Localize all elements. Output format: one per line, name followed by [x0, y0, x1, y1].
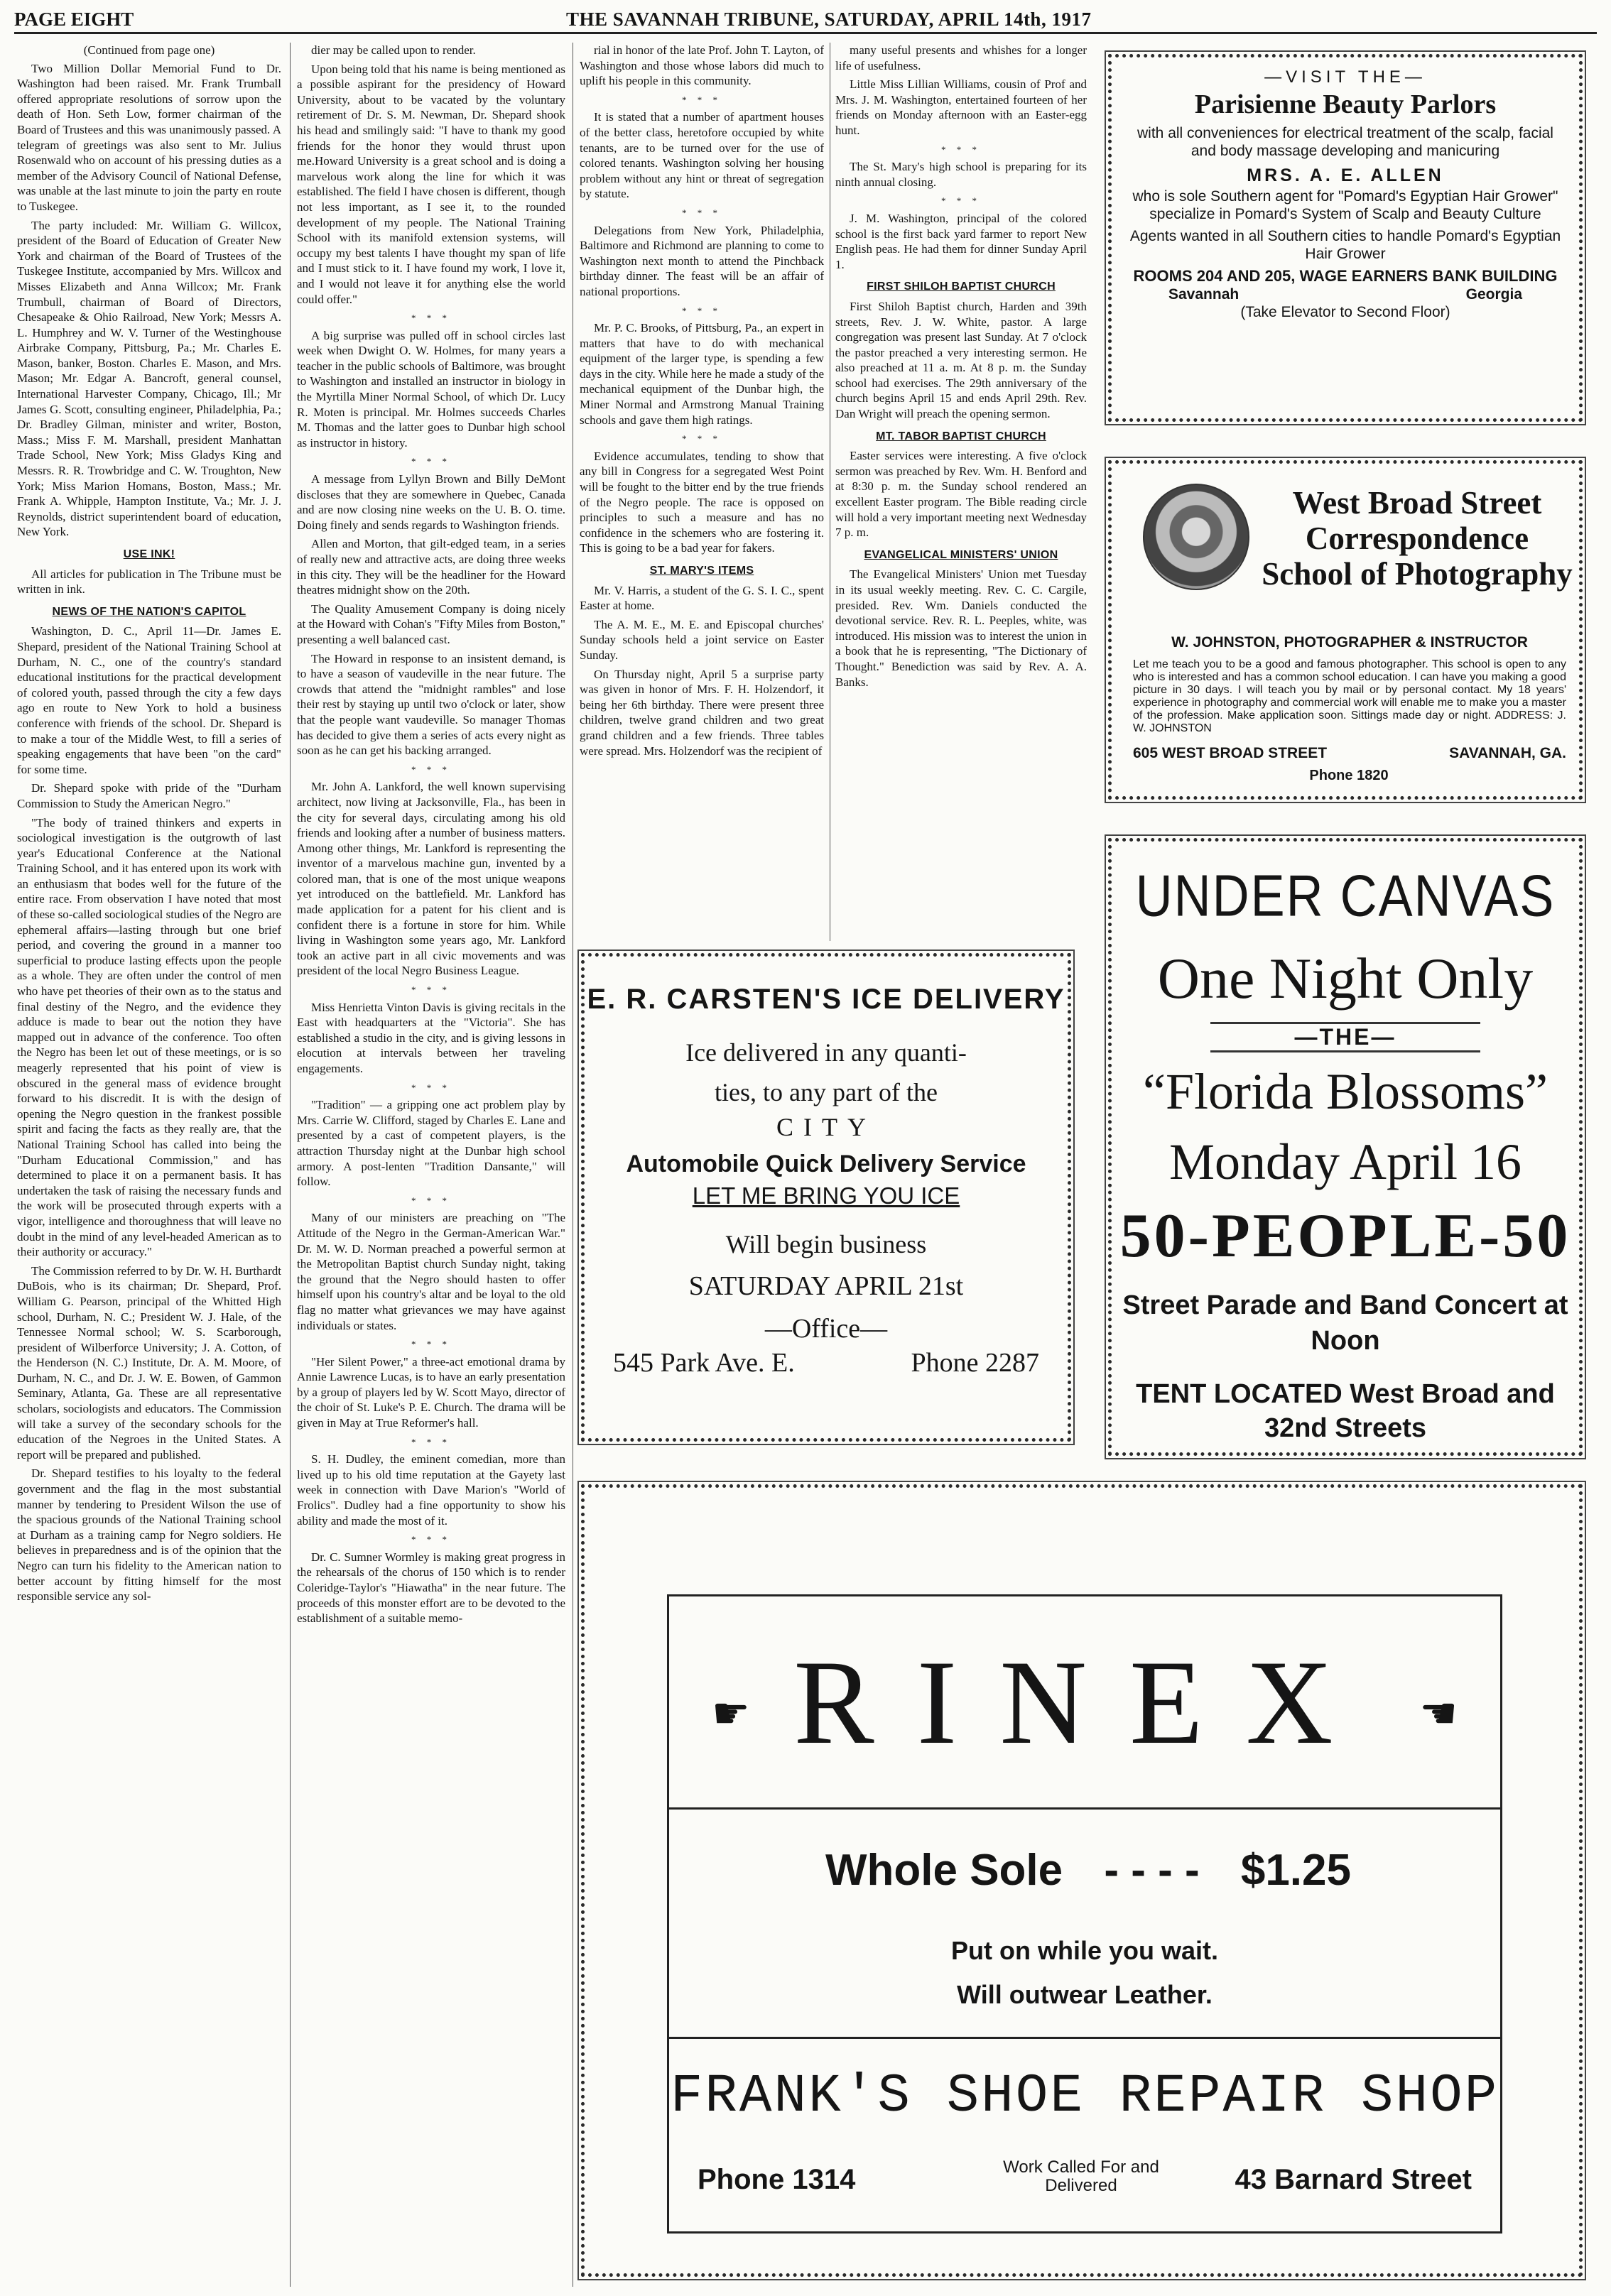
ad-date: Monday April 16: [1169, 1133, 1522, 1190]
ad-title: Parisienne Beauty Parlors: [1194, 89, 1497, 119]
separator: * * *: [411, 1082, 451, 1093]
article-text: Little Miss Lillian Williams, cousin of Prof and Mrs. J. M. Washington, entertained fourteen of her friends on Monday afternoon with an Easter-egg hunt.: [835, 77, 1087, 137]
article-text: A big surprise was pulled off in school circles last week when Dwight O. W. Holmes, for many years a teacher in the public schools of Baltimore, was brought to Washington and installed an instructor in biology in the Myrtilla Miner Normal School, of which Dr. Lucy R. Moten is principal. Mr. Holmes succeeds Charles M. Thomas and the latter goes to Dunbar high school as instructor in history.: [297, 328, 565, 450]
rinex-put-on: Put on while you wait.: [950, 1936, 1218, 1965]
article-text: Mr. P. C. Brooks, of Pittsburg, Pa., an expert in matters that have to do with mechanical equipment of the larger type, is spending a few days in the city. While here he made a study of the mechanical equipment of the Dunbar high, the Miner Normal and Armstrong Manual Training schools and gave them high ratings.: [580, 321, 824, 427]
article-text: Washington, D. C., April 11—Dr. James E. Shepard, president of the National Training School at Durham, N. C., one of the country's standard educational institutions for the practical development of colored youth, passed through the city a few days ago en route to New York to hold a business conference with friends of the school. Dr. Shepard is to make a tour of the Middle West, to fill a series of speaking engagements that have been "on the card" for some time.: [17, 624, 281, 776]
article-text: rial in honor of the late Prof. John T. Layton, of Washington and those whose labors did much to uplift his people in this community.: [580, 43, 824, 88]
page-number: PAGE EIGHT: [14, 9, 134, 30]
ad-subtitle: W. JOHNSTON, PHOTOGRAPHER & INSTRUCTOR: [1171, 634, 1528, 651]
article-text: The party included: Mr. William G. Willcox, president of the Board of Education of Greater New York and chairman of the Board of Trustees of the Tuskegee Institute, accompanied by Mrs. Willcox and Misses Elizabeth and Anna Willcox; Mr. Frank Trumbull, chairman of Board of Directors, Chesapeake & Ohio Railroad, New York; Messrs A. L. Humphrey and W. V. Turner of the Westinghouse Airbrake Company, Pittsburg, Pa.; Mr. Charles E. Mason, banker, Boston. Charles E. Mason, and Mrs. Mason; Mr. Edgar A. Bancroft, general counsel, International Harvester Company, Chicago, Ill.; Mr James G. Scott, consulting engineer, Philadelphia, Pa.; Dr. Bradley Gilman, minister and writer, Boston, Mass.; Miss F. M. Marshall, president Manhattan Trade School, New York; Miss Gladys King and Messrs. R. R. Trowbridge and C. W. Troughton, New York; Miss Marion Homans, Boston, Mass.; Mr. Frank A. Whipple, Hampton Institute, Va.; Mr. J. J. Reynolds, district superintendent board of education, New York.: [17, 218, 281, 539]
ad-location: TENT LOCATED West Broad and 32nd Streets: [1136, 1379, 1555, 1443]
headline-st-marys: ST. MARY'S ITEMS: [649, 565, 754, 577]
column-rule: [290, 43, 291, 2287]
rinex-word: RINEX: [793, 1636, 1376, 1769]
article-text: The Howard in response to an insistent demand, is to have a season of vaudeville in the near future. The crowds that attend the "midnight rambles" and lose their rest by staying up until two o'clock or later, show that the people want vaudeville. So manager Thomas has decided to give them a series of acts every night as soon as he can get his backing arranged.: [297, 651, 565, 758]
separator: * * *: [411, 984, 451, 996]
separator: * * *: [682, 207, 722, 218]
article-text: Dr. Shepard testifies to his loyalty to the federal government and the flag in the most substantial manner by tendering to President Wilson the use of the spacious grounds of the National Training school at Durham as a training camp for Negro soldiers. He believes in preparedness and is of the opinion that the Negro can turn his fidelity to the American nation to better account by fitting himself for the most responsible service any sol-: [17, 1467, 281, 1604]
ad-date: SATURDAY APRIL 21st: [688, 1271, 964, 1301]
dot-leader: - - - -: [1104, 1846, 1200, 1895]
ad-city: SAVANNAH, GA.: [1449, 745, 1566, 761]
ad-rinex-frame: [667, 1594, 1502, 2234]
ad-note: (Take Elevator to Second Floor): [1240, 304, 1450, 320]
separator: * * *: [411, 1195, 451, 1206]
separator: * * *: [682, 305, 722, 316]
ad-state: Georgia: [1465, 286, 1522, 303]
separator: * * *: [682, 94, 722, 105]
ad-city-row: [1126, 285, 1565, 303]
article-text: J. M. Washington, principal of the colored school is the first back yard farmer to report New English peas. He had them for dinner Sunday April 1.: [835, 211, 1087, 271]
ad-service: Automobile Quick Delivery Service: [626, 1150, 1026, 1177]
ad-visit: —VISIT THE—: [1264, 67, 1426, 87]
article-text: dier may be called upon to render.: [311, 43, 476, 57]
article-text: First Shiloh Baptist church, Harden and 39th streets, Rev. J. W. White, pastor. A large congregation was present last Sunday. At 7 o'clock the pastor preached a very interesting sermon. He also preached at 11 a. m. At 8 p. m. the Sunday school had exercises. The 29th anniversary of the church begins April 15 and ends April 29th. Rev. Dan Wright will preach the opening sermon.: [835, 299, 1087, 421]
article-text: The Evangelical Ministers' Union met Tuesday in its usual weekly meeting. Rev. C. C. Cargile, presided. Rev. Wm. Daniels conducted the devotional service. Rev. R. L. Peeples, white, was introduced. His mission was to interest the union in a book that he is representing, "The Dictionary of Thought." Benediction was said by Rev. A. A. Banks.: [835, 567, 1087, 689]
column-2: [297, 43, 565, 2287]
ad-rooms: ROOMS 204 AND 205, WAGE EARNERS BANK BUILDING: [1133, 267, 1558, 285]
headline-mt-tabor: MT. TABOR BAPTIST CHURCH: [876, 430, 1046, 442]
separator: * * *: [411, 1339, 451, 1350]
ad-city: Savannah: [1168, 286, 1240, 303]
ad-ice-delivery: [581, 953, 1071, 1442]
article-text: "Tradition" — a gripping one act problem play by Mrs. Carrie W. Clifford, staged by Charles E. Lane and presented by a cast of competent players, is the attraction Thursday night at the Dunbar high school armory. A post-lenten "Tradition Dansante," will follow.: [297, 1098, 565, 1189]
ad-street: 605 WEST BROAD STREET: [1133, 745, 1328, 761]
article-text: The A. M. E., M. E. and Episcopal churches' Sunday schools held a joint service on Easter Sunday.: [580, 617, 824, 662]
masthead: [14, 6, 1597, 34]
separator: * * *: [411, 312, 451, 324]
ad-text: with all conveniences for electrical treatment of the scalp, facial and body massage developing and manicuring: [1137, 125, 1553, 159]
article-text: S. H. Dudley, the eminent comedian, more than lived up to his old time reputation at the Gayety last week in connection with Dave Marion's "World of Frolics". Dudley had a fine opportunity to show his ability and made the most of it.: [297, 1452, 565, 1528]
ad-address: 545 Park Ave. E.: [613, 1348, 795, 1378]
column-1: [17, 43, 281, 2287]
article-text: Allen and Morton, that gilt-edged team, in a series of really new and attractive acts, are doing three weeks in this city. They will be the headliner for the Howard theatres midnight show on the 20th.: [297, 537, 565, 597]
whole-sole-price: $1.25: [1240, 1846, 1351, 1895]
shop-work: Work Called For and Delivered: [1003, 2158, 1159, 2195]
article-text: many useful presents and whishes for a longer life of usefulness.: [835, 43, 1087, 72]
article-text: On Thursday night, April 5 a surprise party was given in honor of Mrs. F. H. Holzendorf, it being her 6th birthday. There were present three children, twelve grand children and two great grand children and a few friends. Three tables were spread. Mrs. Holzendorf was the recipient of: [580, 667, 824, 758]
article-text: Evidence accumulates, tending to show that any bill in Congress for a segregated West Point will be fought to the bitter end by the true friends of the Negro people. The race is opposed on principles to such a measure and has no confidence in the schemers who are fostering it. This is going to be a bad year for fakers.: [580, 449, 824, 555]
article-text: Dr. C. Sumner Wormley is making great progress in the rehearsals of the chorus of 150 which is to render Coleridge-Taylor's "Hiawatha" in the near future. The proceeds of this monster effort are to be devoted to the establishment of a suitable memo-: [297, 1550, 565, 1626]
article-text: The Commission referred to by Dr. W. H. Burthardt DuBois, who is its chairman; Dr. Shepard, Prof. William G. Pearson, principal of the Whitted High school, Durham, N. C.; President W. J. Hale, of the Tennessee Normal school; W. S. Scarborough, president of Wilberforce University; J. A. Cotton, of the Henderson (N. C.) Institute, Dr. A. M. Moore, of Durham, N. C., and Dr. J. W. E. Bowen, of Gammon Seminary, Atlanta, Ga. These are all representative scholars, sociologists and educators. The Commission will take a survey of the secondary schools for the education of the Negroes in the United States. A report will be prepared and published.: [17, 1263, 281, 1462]
article-text: Miss Henrietta Vinton Davis is giving recitals in the East with headquarters at the "Victoria". She has established a studio in the city, and is giving lessons in elocution at intervals between her traveling engagements.: [297, 1000, 565, 1075]
article-text: It is stated that a number of apartment houses of the better class, heretofore occupied by white tenants, are to be turned over for the use of colored tenants. Washington solving her housing problem without any hint or threat of segregation by statute.: [580, 110, 824, 201]
ad-text: who is sole Southern agent for "Pomard's Egyptian Hair Grower" specialize in Pomard's System of Scalp and Beauty Culture: [1132, 188, 1558, 222]
newspaper-name-date: THE SAVANNAH TRIBUNE, SATURDAY, APRIL 14th, 1917: [566, 9, 1092, 30]
article-text: Mr. John A. Lankford, the well known supervising architect, now living at Jacksonville, Fla., has been in the city for several days, circulating among his old friends and looking after a number of business matters. Among other things, Mr. Lankford is representing the inventor of a marvelous machine gun, invented by a colored man, that is one of the most unique weapons yet introduced on the battlefield. Mr. Lankford has made application for a patent for his client and is confident there is a fortune in store for him. While living in Washington some years ago, Mr. Lankford took an active part in all civic movements and was president of the local Negro Business League.: [297, 780, 565, 978]
pointing-hand-left-icon: ☚: [1419, 1690, 1458, 1737]
whole-sole-label: Whole Sole: [825, 1846, 1063, 1895]
whole-sole-row: [825, 1845, 1351, 1895]
separator: * * *: [682, 433, 722, 445]
ad-title: West Broad Street Correspondence School of Photography: [1262, 485, 1573, 592]
ad-people: 50-PEOPLE-50: [1119, 1202, 1571, 1271]
column-3: [580, 43, 824, 941]
shop-phone: Phone 1314: [698, 2164, 856, 2195]
shop-section: [669, 2037, 1500, 2236]
headline-nations-capitol: NEWS OF THE NATION'S CAPITOL: [52, 605, 246, 618]
separator: * * *: [411, 456, 451, 467]
headline-first-shiloh: FIRST SHILOH BAPTIST CHURCH: [867, 281, 1056, 293]
article-text: The Quality Amusement Company is doing nicely at the Howard with Cohan's "Fifty Miles from Boston," presenting a well balanced cast.: [297, 602, 565, 646]
ad-show-title: “Florida Blossoms”: [1143, 1063, 1548, 1120]
rinex-banner: [669, 1596, 1500, 1810]
separator: * * *: [941, 195, 981, 207]
ad-beauty-parlors: [1108, 54, 1583, 422]
continued-note: (Continued from page one): [83, 43, 215, 57]
ad-rinex-shoe-repair: [581, 1484, 1583, 2277]
headline-use-ink: USE INK!: [123, 548, 175, 560]
ad-photography-school: [1108, 460, 1583, 800]
separator: * * *: [411, 1436, 451, 1447]
article-text: Upon being told that his name is being mentioned as a possible aspirant for the presidency of Howard University, about to be vacated by the voluntary retirement of Dr. S. M. Newman, Dr. Shepard shook his head and smilingly said: "I have to thank my good friends for the honor they would thrust upon me.Howard University is a great school and is doing a marvelous work along the line for which it was established. The field I have chosen is different, though not less important, as I see it, to the rounded development of my people. The National Training School with its manifold extension systems, will occupy my best talents I have thought my span of life and I must stick to it. I have found my work, I love it, and I would not leave it for anything else the world could offer.": [297, 62, 565, 306]
ad-address-row: [585, 1344, 1068, 1378]
ad-address-row: [1133, 745, 1566, 762]
ad-under-canvas: [1108, 838, 1583, 1456]
article-text: A message from Lyllyn Brown and Billy DeMont discloses that they are somewhere in Quebec, Canada and are now closing nine weeks on the U. B. O. time. Doing finely and sends regards to Washington friends.: [297, 472, 565, 532]
article-text: All articles for publication in The Tribune must be written in ink.: [17, 567, 281, 597]
rinex-outwear: Will outwear Leather.: [957, 1980, 1213, 2009]
pointing-hand-right-icon: ☛: [712, 1690, 750, 1737]
ad-text: Agents wanted in all Southern cities to handle Pomard's Egyptian Hair Grower: [1129, 228, 1561, 262]
column-4: [835, 43, 1087, 941]
ad-text: Let me teach you to be a good and famous photographer. This school is open to any who is interested and has a common school education. I can have you making a good picture in 30 days. I will teach you by mail or by personal contact. My 18 years' experience in photography and commercial work will enable me to make you a master of the profession. Make application soon. Sittings made day or night. ADDRESS: J. W. JOHNSTON: [1133, 658, 1566, 734]
ad-city: CITY: [776, 1113, 876, 1141]
ad-slogan: LET ME BRING YOU ICE: [692, 1182, 960, 1209]
article-text: Many of our ministers are preaching on "The Attitude of the Negro in the German-American War." Dr. M. W. D. Norman preached a powerful sermon at the Metropolitan Baptist church Sunday night, taking the ground that the Negro should hasten to offer himself upon his country's altar and be loyal to the old flag no matter what grievances we may have against individuals or states.: [297, 1211, 565, 1332]
article-text: Easter services were interesting. A five o'clock sermon was preached by Rev. Wm. H. Benford and at 8:30 p. m. the Sunday school rendered an excellent Easter program. The Bible reading circle will hold a very important meeting next Wednesday 7 p. m.: [835, 449, 1087, 540]
headline-evangelical: EVANGELICAL MINISTERS' UNION: [864, 548, 1058, 561]
rinex-claims: [669, 1929, 1500, 2017]
ad-parade: Street Parade and Band Concert at Noon: [1122, 1290, 1568, 1356]
ad-text: ties, to any part of the: [715, 1078, 938, 1106]
article-text: "The body of trained thinkers and experts in sociological investigation is the outgrowth of last year's Educational Conference at the National Training School, and it has entered upon its work with an enthusiasm that bodes well for the future of the entire race. From observation I have noted that most of these so-called sociological studies of the Negro are ephemeral affairs—lasting through but one brief period, and covering the ground in a manner too superficial to produce lasting effects upon the people as a whole. They are often under the control of men who have pet theories of their own as to the status and final destiny of the Negro, and the evidence they adduce is made to bear out the notion they have mapped out in advance of the conference. Too often the Negro has been let out of these meetings, or is so meagerly represented that his point of view is obscured in the general mass of evidence brought forward to his discredit. It is with the design of opening the Negro question in the frankest possible spirit and facing the facts as they really are, that the National Training School has called into being the "Durham Educational Commission," and has determined to place it on a permanent basis. It has undertaken the task of raising the necessary funds and the work will be prosecuted through experts with a vigor, intelligence and thoroughness that will leave no doubt in the mind of any level-headed American as to their authority or accuracy.": [17, 815, 281, 1259]
article-text: Delegations from New York, Philadelphia, Baltimore and Richmond are planning to come to Washington next month to attend the Pinchback birthday dinner. The feast will be an affair of national proportions.: [580, 223, 824, 298]
ad-phone: Phone 1820: [1309, 768, 1389, 783]
shop-name: FRANK'S SHOE REPAIR SHOP: [670, 2066, 1499, 2127]
article-text: Dr. Shepard spoke with pride of the "Durham Commission to Study the American Negro.": [17, 781, 281, 810]
photo-logo-icon: [1143, 484, 1249, 590]
article-text: The St. Mary's high school is preparing for its ninth annual closing.: [835, 160, 1087, 189]
ad-phone: Phone 2287: [911, 1348, 1039, 1378]
ad-title: E. R. CARSTEN'S ICE DELIVERY: [587, 984, 1065, 1015]
separator: * * *: [941, 143, 981, 155]
article-text: Mr. V. Harris, a student of the G. S. I. C., spent Easter at home.: [580, 583, 824, 613]
ad-text: Ice delivered in any quanti-: [685, 1038, 967, 1067]
ad-heading: UNDER CANVAS: [1135, 864, 1556, 929]
ad-the: —THE—: [1210, 1022, 1480, 1052]
article-text: "Her Silent Power," a three-act emotional drama by Annie Lawrence Lucas, is to have an early presentation by a group of players led by W. Scott Mayo, director of the choir of St. Luke's P. E. Church. The drama will be given in May at True Reformer's hall.: [297, 1354, 565, 1430]
article-text: Two Million Dollar Memorial Fund to Dr. Washington had been raised. Mr. Frank Trumball offered appropriate resolutions of sorrow upon the death of Hon. Seth Low, former chairman of the Board of Trustees and this was unanimously passed. A telegram of greetings was also sent to Mr. Julius Rosenwald who on account of his pressing duties as a member of the Advisory Council of National Defense, was unable at the last minute to join the party en route to Tuskegee.: [17, 61, 281, 213]
ad-owner: MRS. A. E. ALLEN: [1247, 165, 1444, 185]
separator: * * *: [411, 1534, 451, 1545]
ad-office: —Office—: [764, 1314, 888, 1344]
ad-begin: Will begin business: [725, 1230, 927, 1258]
shop-street: 43 Barnard Street: [1235, 2164, 1472, 2195]
separator: * * *: [411, 763, 451, 775]
ad-one-night: One Night Only: [1157, 946, 1534, 1011]
